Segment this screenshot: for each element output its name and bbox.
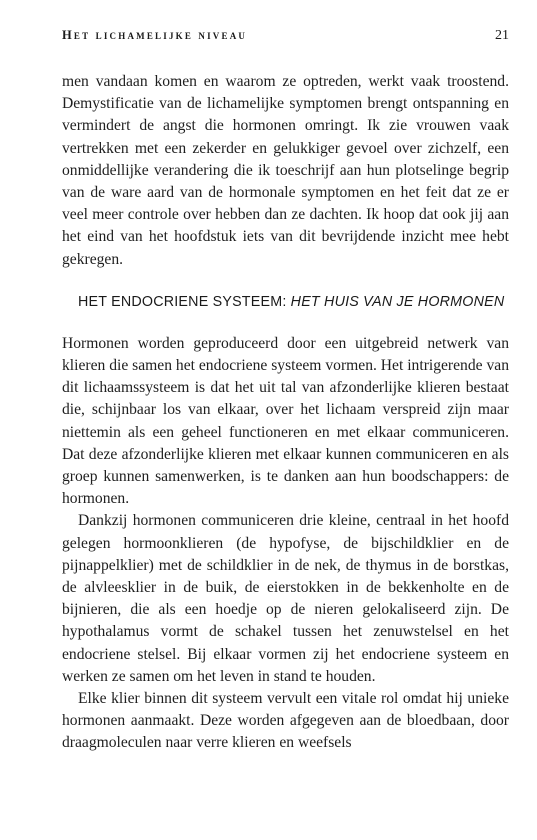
- page-body: [62, 71, 509, 755]
- section-heading-lead: HET ENDOCRIENE SYSTEEM:: [78, 293, 291, 310]
- section-heading: [62, 292, 509, 312]
- paragraph-vital-role: Elke klier binnen dit systeem vervult een vitale rol omdat hij unieke hormonen aanmaakt. Deze worden afgegeven aan de bloedbaan, door draagmoleculen naar verre klieren en weefsels: [62, 690, 509, 752]
- paragraph-continued: men vandaan komen en waarom ze optreden, werkt vaak troostend. Demystificatie van de lichamelijke symptomen brengt ontspanning en vermindert de angst die hormonen omringt. Ik zie vrouwen vaak vertrekken met een zekerder en gelukkiger gevoel over zichzelf, een onmiddellijke verandering die ik toeschrijf aan hun plotselinge begrip van de ware aard van de hormonale symptomen en het feit dat ze er veel meer controle over hebben dan ze dachten. Ik hoop dat ook jij aan het eind van het hoofdstuk iets van dit bevrijdende inzicht mee hebt gekregen.: [62, 73, 509, 268]
- paragraph-glands: Dankzij hormonen communiceren drie kleine, centraal in het hoofd gelegen hormoonklieren (de hypofyse, de bijschildklier en de pijnappelklier) met de schildklier in de nek, de thymus in de borstkas, de alvleesklier in de buik, de eierstokken in de bekkenholte en de bijnieren, die als een hoedje op de nieren gelokaliseerd zijn. De hypothalamus vormt de schakel tussen het zenuwstelsel en het endocriene stelsel. Bij elkaar vormen zij het endocriene systeem en werken ze samen om het leven in stand te houden.: [62, 512, 509, 685]
- running-title: Het lichamelijke niveau: [62, 28, 248, 42]
- section-heading-subtitle: HET HUIS VAN JE HORMONEN: [290, 293, 505, 310]
- page-number: 21: [495, 28, 509, 43]
- running-header: [62, 28, 509, 48]
- paragraph-intro: Hormonen worden geproduceerd door een uitgebreid netwerk van klieren die samen het endocriene systeem vormen. Het intrigerende van dit lichaamssysteem is dat het uit tal van afzonderlijke klieren bestaat die, schijnbaar los van elkaar, over het lichaam verspreid zijn maar niettemin als een geheel functioneren en met elkaar communiceren. Dat deze afzonderlijke klieren met elkaar kunnen communiceren en als groep kunnen samenwerken, is te danken aan hun boodschappers: de hormonen.: [62, 334, 509, 508]
